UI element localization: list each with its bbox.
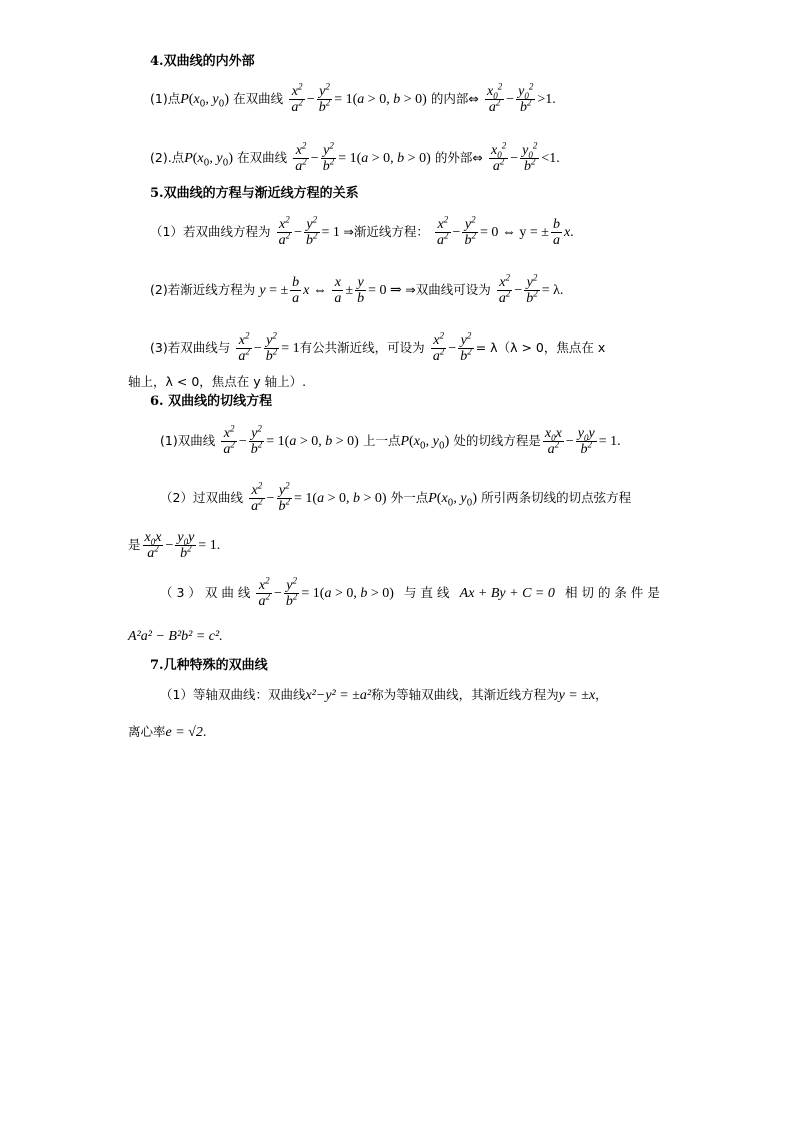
fraction: $\frac{b}{a}$ [292, 275, 300, 306]
fraction: $\frac{x^2}{a^2}$ [498, 272, 511, 306]
s5-item-3: (3)若双曲线与 $\frac{x^2}{a^2}$ − $\frac{y^2}{b^2}$ = 1有公共渐近线，可设为 $\frac{x^2}{a^2}$ − $\frac{y^2}{b^2}$ = λ（λ > 0，焦点在 x [150, 330, 606, 364]
s6-item-2-line2: 是 $\frac{x_0x}{a^2}$ − $\frac{y_0y}{b^2}$ = 1. [128, 530, 221, 561]
fraction: $\frac{x^2}{a^2}$ [223, 423, 235, 457]
fraction: $\frac{y_0^2}{b^2}$ [518, 81, 534, 115]
fraction: $\frac{y^2}{b^2}$ [526, 272, 538, 306]
fraction: $\frac{y^2}{b^2}$ [322, 140, 335, 174]
fraction: $\frac{x_0x}{a^2}$ [144, 530, 162, 561]
heading-4: 4.双曲线的内外部 [150, 54, 255, 69]
fraction: $\frac{b}{a}$ [552, 217, 560, 248]
fraction: $\frac{x^2}{a^2}$ [238, 330, 250, 364]
fraction: $\frac{y^2}{b^2}$ [278, 480, 291, 514]
fraction: $\frac{y^2}{b^2}$ [265, 330, 278, 364]
s7-item-1: （1）等轴双曲线：双曲线x²−y² = ±a²称为等轴双曲线，其渐近线方程为y = ±x， [160, 687, 608, 703]
fraction: $\frac{y^2}{b^2}$ [250, 423, 263, 457]
s6-item-2: （2）过双曲线 $\frac{x^2}{a^2}$ − $\frac{y^2}{b^2}$ = 1(a > 0, b > 0) 外一点$P(x_0$, $y_0$) 所引两条切线的切点弦方程 [160, 480, 632, 514]
fraction: $\frac{x^2}{a^2}$ [258, 575, 270, 609]
fraction: $\frac{y^2}{b^2}$ [285, 575, 298, 609]
fraction: $\frac{y^2}{b^2}$ [464, 214, 476, 248]
fraction: $\frac{x^2}{a^2}$ [295, 140, 307, 174]
heading-6: 6. 双曲线的切线方程 [150, 394, 273, 409]
fraction: $\frac{y_0y}{b^2}$ [177, 530, 195, 561]
fraction: $\frac{x^2}{a^2}$ [437, 214, 449, 248]
fraction: $\frac{x^2}{a^2}$ [291, 81, 303, 115]
fraction: $\frac{x^2}{a^2}$ [432, 330, 445, 364]
fraction: $\frac{y^2}{b^2}$ [306, 214, 318, 248]
fraction: $\frac{y_0^2}{b^2}$ [522, 140, 538, 174]
s4-item-2: (2).点$P(x_0$, $y_0$) 在双曲线 $\frac{x^2}{a^2}$ − $\frac{y^2}{b^2}$ = 1(a > 0, b > 0) 的外部⇔ $\frac{x_0^2}{a^2}$ − $\frac{y_0^2}{b^2}$ <1. [150, 140, 560, 174]
fraction: $\frac{y_0y}{b^2}$ [577, 426, 595, 457]
s6-item-1: (1)双曲线 $\frac{x^2}{a^2}$ − $\frac{y^2}{b^2}$ = 1(a > 0, b > 0) 上一点$P(x_0$, $y_0$) 处的切线方程是 $\frac{x_0x}{a^2}$ − $\frac{y_0y}{b^2}$ = 1. [160, 423, 621, 457]
fraction: $\frac{x^2}{a^2}$ [278, 214, 291, 248]
fraction: $\frac{y^2}{b^2}$ [460, 330, 472, 364]
fraction: $\frac{x}{a}$ [334, 275, 342, 306]
s5-item-2: (2)若渐近线方程为 y = ± $\frac{b}{a}$ x ⇔ $\frac{x}{a}$ ± $\frac{y}{b}$ = 0 ⇒ ⇒双曲线可设为 $\frac{x^2}{a^2}$ − $\frac{y^2}{b^2}$ = λ. [150, 272, 564, 306]
s4-item-1: (1)点$P(x_0$, $y_0$) 在双曲线 $\frac{x^2}{a^2}$ − $\frac{y^2}{b^2}$ = 1(a > 0, b > 0) 的内部⇔ $\frac{x_0^2}{a^2}$ − $\frac{y_0^2}{b^2}$ >1. [150, 81, 556, 115]
s5-item-3-line2: 轴上，λ < 0，焦点在 y 轴上）. [128, 374, 307, 389]
fraction: $\frac{y}{b}$ [357, 275, 365, 306]
s7-item-1-line2: 离心率e = √2. [128, 724, 207, 740]
heading-5: 5.双曲线的方程与渐近线方程的关系 [150, 186, 359, 201]
fraction: $\frac{x^2}{a^2}$ [251, 480, 263, 514]
fraction: $\frac{x_0^2}{a^2}$ [487, 81, 503, 115]
heading-7: 7.几种特殊的双曲线 [150, 658, 268, 673]
s6-item-3: （ 3 ） 双 曲 线 $\frac{x^2}{a^2}$ − $\frac{y^2}{b^2}$ = 1(a > 0, b > 0) 与 直 线 Ax + By + C = 0 相 切 的 条 件 是 [160, 575, 660, 609]
s6-item-3-line2: A²a² − B²b² = c². [128, 629, 223, 644]
s5-item-1: （1）若双曲线方程为 $\frac{x^2}{a^2}$ − $\frac{y^2}{b^2}$ = 1 ⇒渐近线方程： $\frac{x^2}{a^2}$ − $\frac{y^2}{b^2}$ = 0 ⇔ y = ± $\frac{b}{a}$ x. [150, 214, 574, 248]
fraction: $\frac{x_0x}{a^2}$ [544, 426, 562, 457]
fraction: $\frac{x_0^2}{a^2}$ [491, 140, 507, 174]
fraction: $\frac{y^2}{b^2}$ [318, 81, 331, 115]
